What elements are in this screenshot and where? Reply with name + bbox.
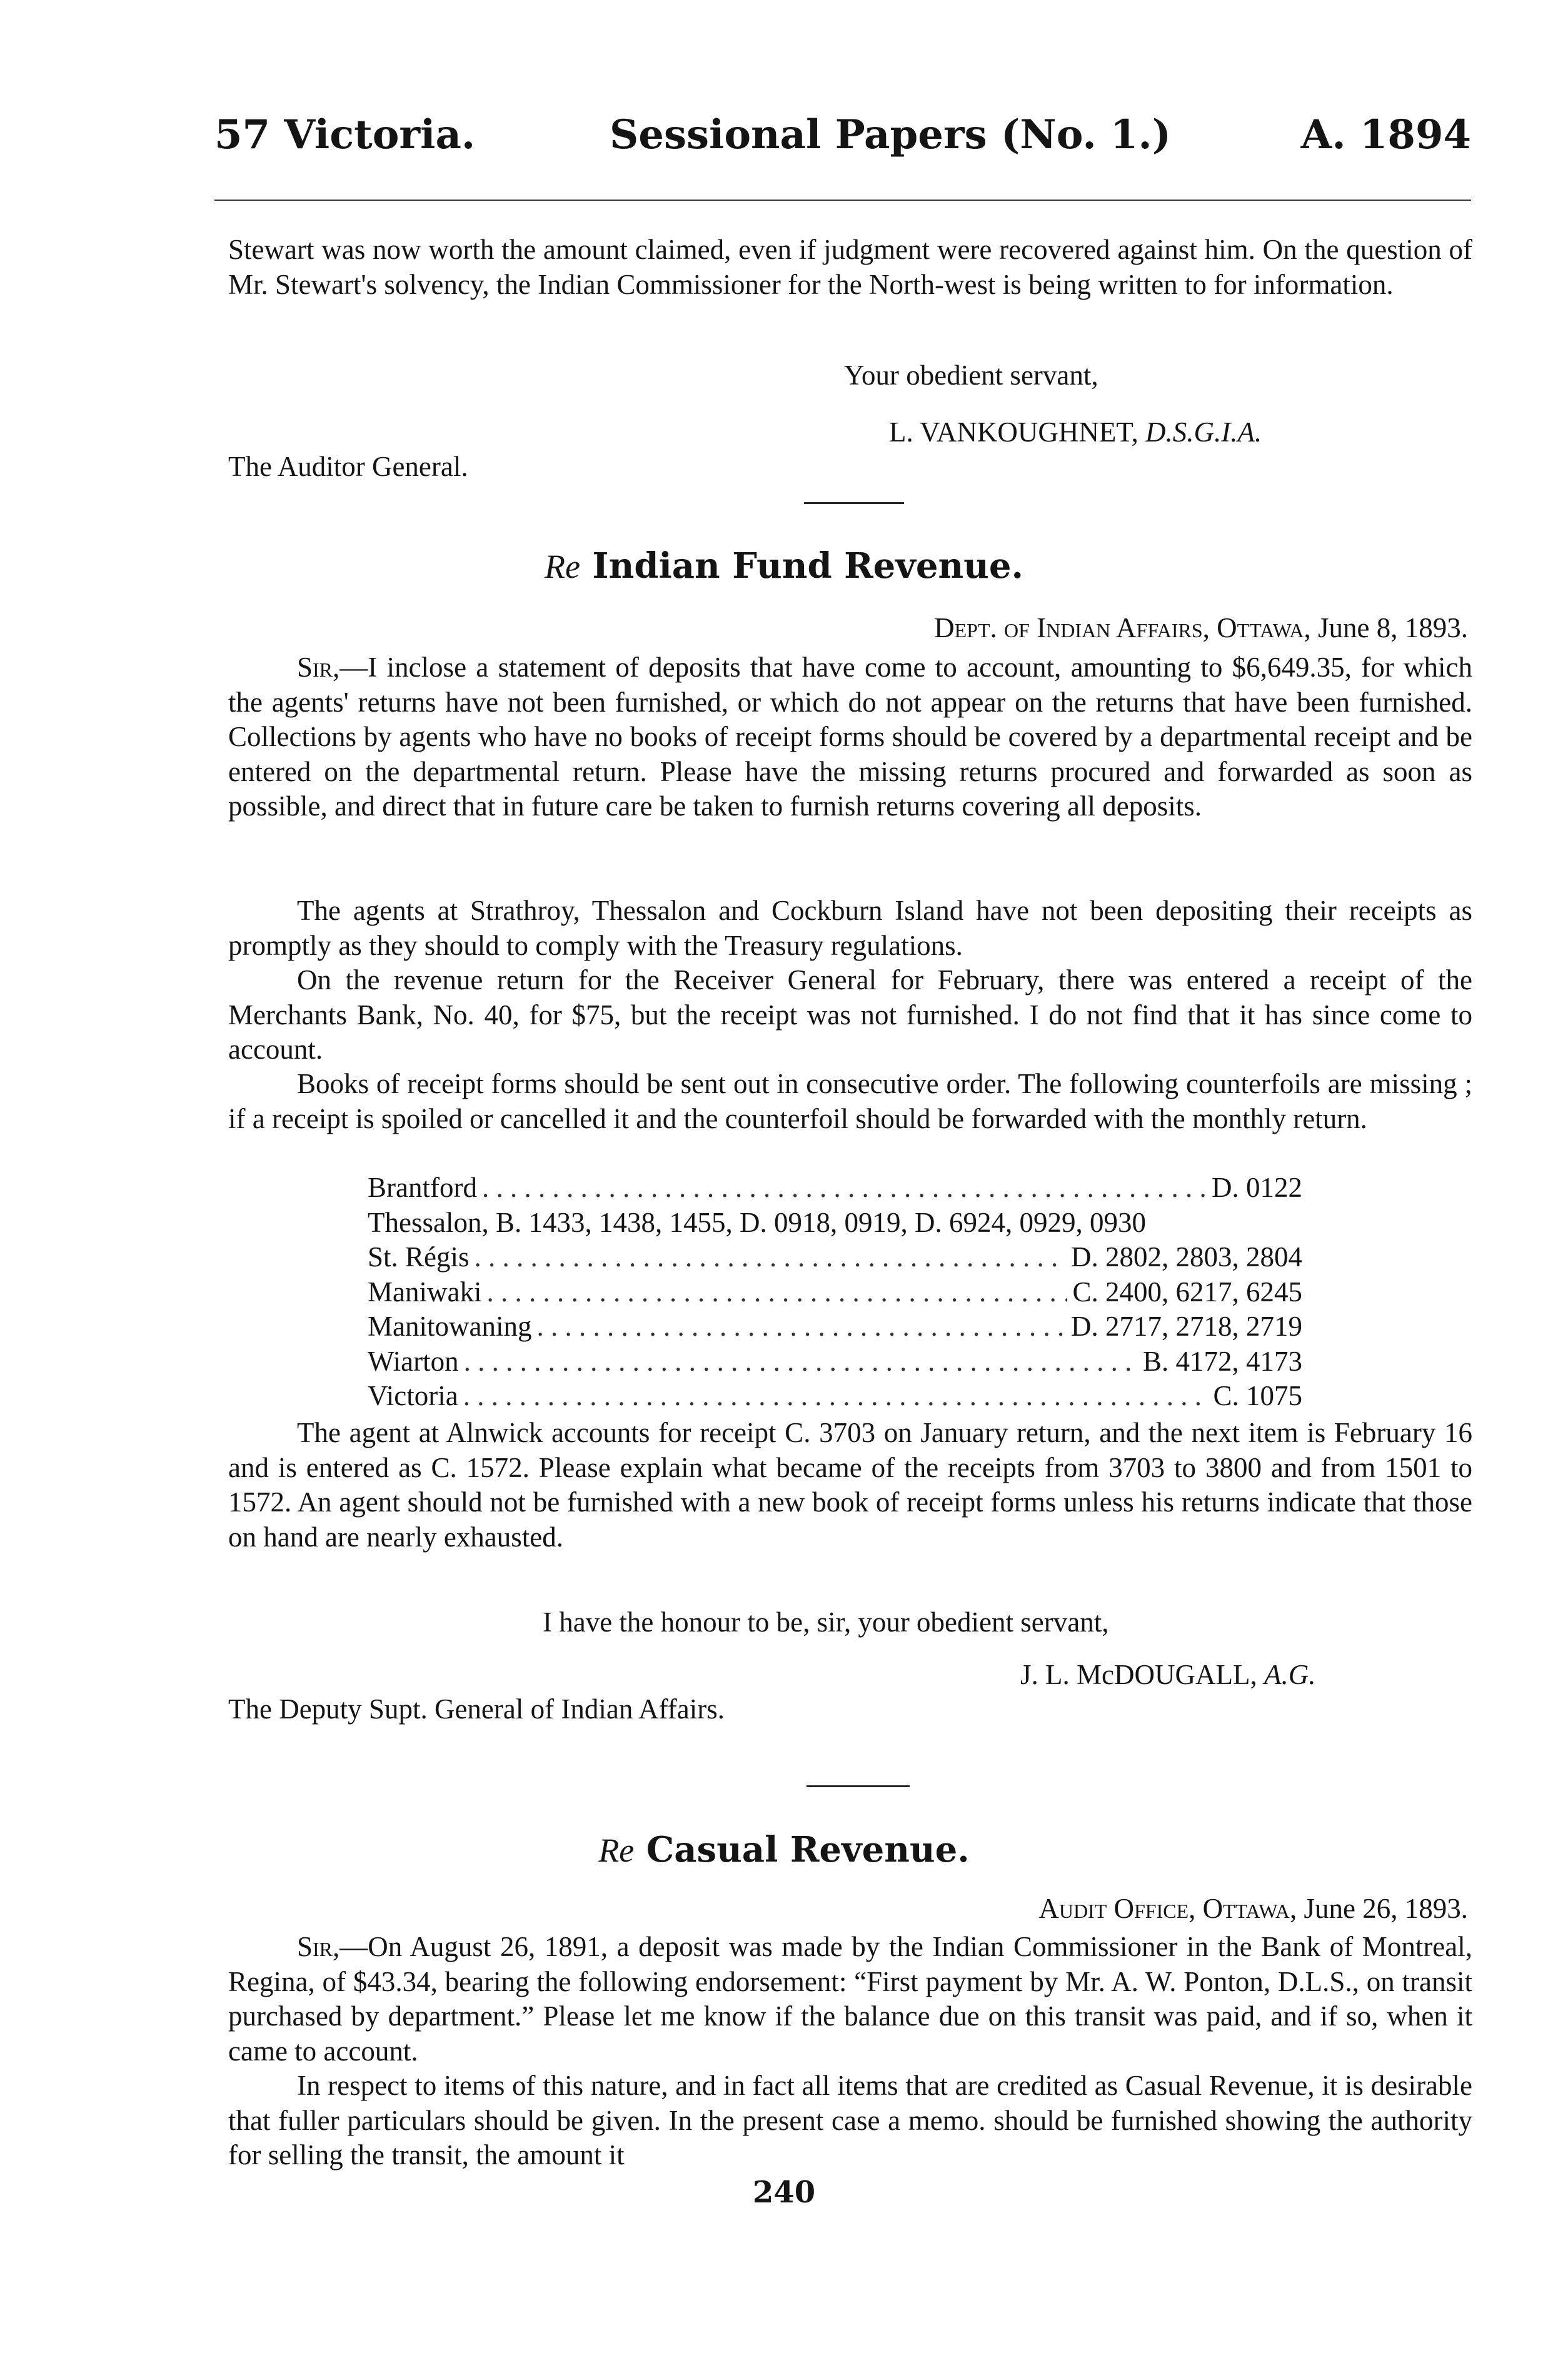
list-item: Wiarton . . . B. 4172, 4173 <box>368 1344 1302 1379</box>
section1-paragraph-1 <box>228 650 1472 824</box>
section2-salutation: Sir, <box>297 1931 340 1962</box>
letter1-signature <box>889 416 1262 448</box>
section2-heading <box>0 1829 1568 1870</box>
section1-dateline-date: June 8, 1893. <box>1318 612 1468 643</box>
section1-signature-name: J. L. McDOUGALL, <box>1020 1659 1257 1690</box>
letter1-signature-name: L. VANKOUGHNET, <box>889 416 1138 448</box>
section1-dateline <box>934 612 1468 644</box>
letter1-closing: Your obedient servant, <box>844 360 1098 391</box>
section1-paragraph-5: The agent at Alnwick accounts for receipt C. 3703 on January return, and the next item is February 16 and is entered as C. 1572. Please explain what became of the receipts from 3703 to 3800 and from 1501 to 1572. An agent should not be furnished with a new book of receipt forms unless his returns indicate that those on hand are nearly exhausted. <box>228 1417 1472 1553</box>
header-year: A. 1894 <box>1300 111 1471 158</box>
section1-closing: I have the honour to be, sir, your obedient servant, <box>543 1606 1109 1638</box>
list-item: Brantford . . . D. 0122 <box>368 1171 1302 1206</box>
section2-paragraph-2: In respect to items of this nature, and in fact all items that are credited as Casual Revenue, it is desirable that fuller particulars should be given. In the present case a memo. should be furnished showing the authority for selling the transit, the amount it <box>228 2070 1472 2171</box>
page-number: 240 <box>752 2175 816 2210</box>
running-header <box>214 111 1471 168</box>
section2-paragraph-1 <box>228 1930 1472 2069</box>
section1-heading-re: Re <box>544 548 580 585</box>
section1-paragraph-4: Books of receipt forms should be sent out in consecutive order. The following counterfoils are missing ; if a receipt is spoiled or cancelled it and the counterfoil should be forwarded with the monthly return. <box>228 1068 1472 1134</box>
section1-salutation: Sir, <box>297 652 340 683</box>
section1-dateline-dept: Dept. of Indian Affairs, Ottawa, <box>934 612 1311 643</box>
section1-paragraph-3: On the revenue return for the Receiver General for February, there was entered a receipt of the Merchants Bank, No. 40, for $75, but the receipt was not furnished. I do not find that it has since come to account. <box>228 964 1472 1065</box>
section2-heading-re: Re <box>598 1832 635 1869</box>
letter1-paragraph: Stewart was now worth the amount claimed, even if judgment were recovered against him. On the question of Mr. Stewart's solvency, the Indian Commissioner for the North-west is being written to for information. <box>228 234 1472 300</box>
header-rule <box>214 199 1471 201</box>
section2-heading-title: Casual Revenue. <box>646 1829 970 1870</box>
missing-counterfoils-list <box>368 1171 1302 1414</box>
section1-addressee: The Deputy Supt. General of Indian Affairs. <box>228 1693 725 1725</box>
section2-dateline <box>1038 1892 1468 1925</box>
list-item: Manitowaning . . . D. 2717, 2718, 2719 <box>368 1309 1302 1344</box>
header-title: Sessional Papers (No. 1.) <box>610 111 1171 158</box>
list-item: Maniwaki . . . C. 2400, 6217, 6245 <box>368 1275 1302 1310</box>
section2-paragraph-1-text: —On August 26, 1891, a deposit was made by the Indian Commissioner in the Bank of Montreal, Regina, of $43.34, bearing the following endorsement: “First payment by Mr. A. W. Ponton, D.L.S., on transit purchased by department.” Please let me know if the balance due on this transit was paid, and if so, when it came to account. <box>228 1931 1472 2067</box>
section1-heading-title: Indian Fund Revenue. <box>592 545 1024 587</box>
section-divider <box>804 502 904 504</box>
section2-dateline-date: June 26, 1893. <box>1304 1893 1468 1924</box>
section1-paragraph-2: The agents at Strathroy, Thessalon and Cockburn Island have not been depositing their receipts as promptly as they should to comply with the Treasury regulations. <box>228 895 1472 961</box>
list-item: St. Régis . . . D. 2802, 2803, 2804 <box>368 1240 1302 1275</box>
list-item: Victoria . . . C. 1075 <box>368 1379 1302 1414</box>
section-divider <box>807 1785 910 1787</box>
header-session: 57 Victoria. <box>214 111 476 158</box>
list-item: Thessalon, B. 1433, 1438, 1455, D. 0918, 0919, D. 6924, 0929, 0930 <box>368 1206 1146 1238</box>
section1-signature <box>1020 1658 1315 1691</box>
section1-heading <box>0 545 1568 587</box>
section1-paragraph-1-text: —I inclose a statement of deposits that have come to account, amounting to $6,649.35, for which the agents' returns have not been furnished, or which do not appear on the returns that have been furnished. Collections by agents who have no books of receipt forms should be covered by a departmental receipt and be entered on the departmental return. Please have the missing returns procured and forwarded as soon as possible, and direct that in future care be taken to furnish returns covering all deposits. <box>228 652 1472 822</box>
letter1-signature-title: D.S.G.I.A. <box>1145 416 1262 448</box>
section2-dateline-dept: Audit Office, Ottawa, <box>1038 1893 1297 1924</box>
letter1-addressee: The Auditor General. <box>228 451 468 482</box>
section1-signature-title: A.G. <box>1264 1659 1316 1690</box>
